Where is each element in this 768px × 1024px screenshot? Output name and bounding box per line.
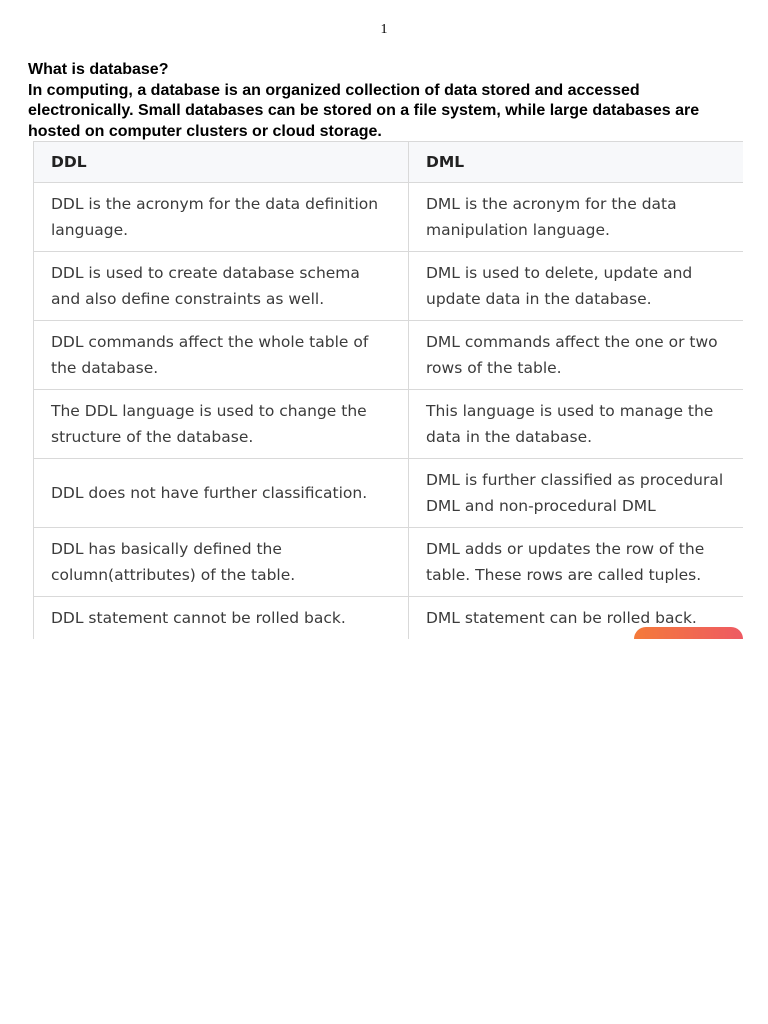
dml-cell: This language is used to manage the data in the database. bbox=[409, 390, 744, 459]
table-row bbox=[34, 321, 744, 390]
table-header-row bbox=[34, 142, 744, 183]
dml-cell: DML statement can be rolled back. bbox=[409, 597, 744, 640]
dml-cell: DML is further classified as procedural DML and non-procedural DML bbox=[409, 459, 744, 528]
page-number: 1 bbox=[380, 22, 388, 37]
table-row bbox=[34, 528, 744, 597]
blank-page-area bbox=[0, 639, 768, 1024]
ddl-cell: DDL is used to create database schema and also define constraints as well. bbox=[34, 252, 409, 321]
definition-paragraph: In computing, a database is an organized collection of data stored and accessed electronically. Small databases can be stored on a file system, while large databases are hosted on computer clusters or cloud storage. bbox=[28, 81, 700, 140]
ddl-cell: DDL statement cannot be rolled back. bbox=[34, 597, 409, 640]
ddl-cell: DDL is the acronym for the data definition language. bbox=[34, 183, 409, 252]
ddl-cell: DDL commands affect the whole table of the database. bbox=[34, 321, 409, 390]
dml-cell: DML commands affect the one or two rows of the table. bbox=[409, 321, 744, 390]
ddl-cell: DDL does not have further classification. bbox=[34, 459, 409, 528]
intro-text bbox=[28, 60, 748, 142]
dml-cell: DML adds or updates the row of the table. These rows are called tuples. bbox=[409, 528, 744, 597]
ddl-cell: DDL has basically defined the column(attributes) of the table. bbox=[34, 528, 409, 597]
table-row bbox=[34, 390, 744, 459]
comparison-table-image bbox=[33, 141, 743, 639]
comparison-table bbox=[33, 141, 743, 639]
dml-cell: DML is the acronym for the data manipulation language. bbox=[409, 183, 744, 252]
table-row bbox=[34, 252, 744, 321]
question-heading: What is database? bbox=[28, 61, 169, 78]
table-row bbox=[34, 459, 744, 528]
ddl-cell: The DDL language is used to change the structure of the database. bbox=[34, 390, 409, 459]
header-dml: DML bbox=[409, 142, 744, 183]
table-row bbox=[34, 183, 744, 252]
header-ddl: DDL bbox=[34, 142, 409, 183]
dml-cell: DML is used to delete, update and update data in the database. bbox=[409, 252, 744, 321]
